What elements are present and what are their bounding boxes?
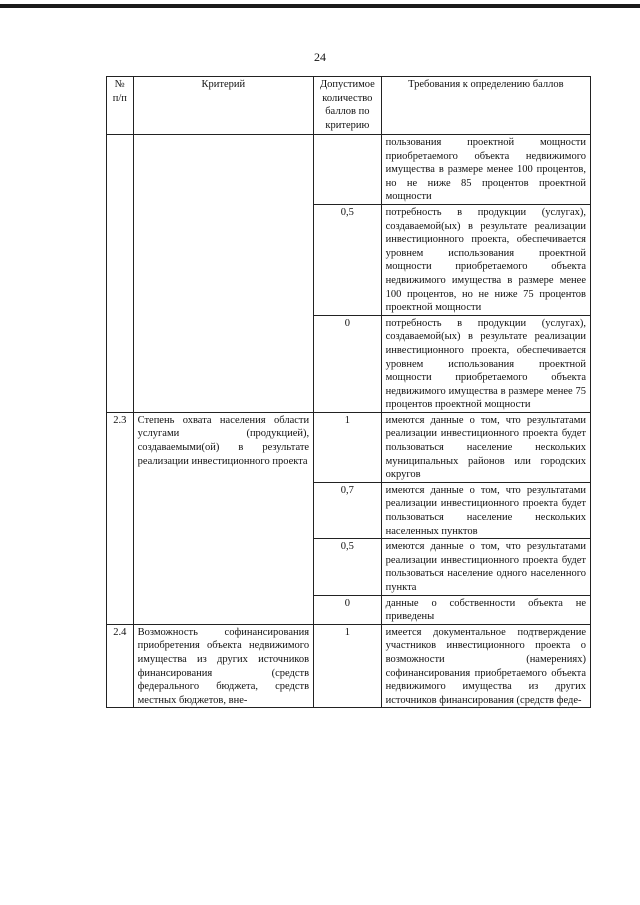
table-row [107,624,591,708]
criterion-number: 2.3 [107,412,134,624]
table-row [107,412,591,482]
score-cell: 1 [314,412,382,482]
criterion-cell [133,135,314,413]
requirement-cell: пользования проектной мощности приобретаемого объекта недвижимого имущества в размере менее 100 процентов, но не ниже 85 процентов проектной мощности [381,135,590,205]
header-criterion: Критерий [133,77,314,135]
table-header-row [107,77,591,135]
criterion-name: Возможность софинансирования приобретения объекта недвижимого имущества из других источников финансирования (средств федерального бюджета, средств местных бюджетов, вне- [133,624,314,708]
header-number: № п/п [107,77,134,135]
requirement-cell: данные о собственности объекта не приведены [381,595,590,624]
scan-top-border [0,4,640,8]
table-row [107,135,591,205]
score-cell [314,135,382,205]
criteria-table [106,76,591,708]
requirement-cell: имеются данные о том, что результатами реализации инвестиционного проекта будет пользоваться население одного населенного пункта [381,539,590,595]
header-requirements: Требования к определению баллов [381,77,590,135]
criterion-number: 2.4 [107,624,134,708]
number-cell [107,135,134,413]
score-cell: 1 [314,624,382,708]
requirement-cell: потребность в продукции (услугах), создаваемой(ых) в результате реализации инвестиционного проекта, обеспечивается уровнем использования проектной мощности приобретаемого объекта недвижимого имущества в размере менее 75 процентов проектной мощности [381,315,590,412]
header-score: Допустимое количество баллов по критерию [314,77,382,135]
score-cell: 0,7 [314,482,382,538]
page-number: 24 [314,50,326,64]
requirement-cell: имеется документальное подтверждение участников инвестиционного проекта о возможности (намерениях) софинансирования приобретаемого объекта недвижимого имущества из других источников финансирования (средств феде- [381,624,590,708]
score-cell: 0,5 [314,539,382,595]
requirement-cell: имеются данные о том, что результатами реализации инвестиционного проекта будет пользоваться население нескольких муниципальных районов или городских округов [381,412,590,482]
score-cell: 0 [314,595,382,624]
score-cell: 0 [314,315,382,412]
requirement-cell: имеются данные о том, что результатами реализации инвестиционного проекта будет пользоваться население нескольких населенных пунктов [381,482,590,538]
score-cell: 0,5 [314,204,382,315]
criterion-name: Степень охвата населения области услугами (продукцией), создаваемыми(ой) в результате реализации инвестиционного проекта [133,412,314,624]
requirement-cell: потребность в продукции (услугах), создаваемой(ых) в результате реализации инвестиционного проекта, обеспечивается уровнем использования проектной мощности приобретаемого объекта недвижимого имущества в размере менее 100 процентов, но не ниже 75 процентов проектной мощности [381,204,590,315]
